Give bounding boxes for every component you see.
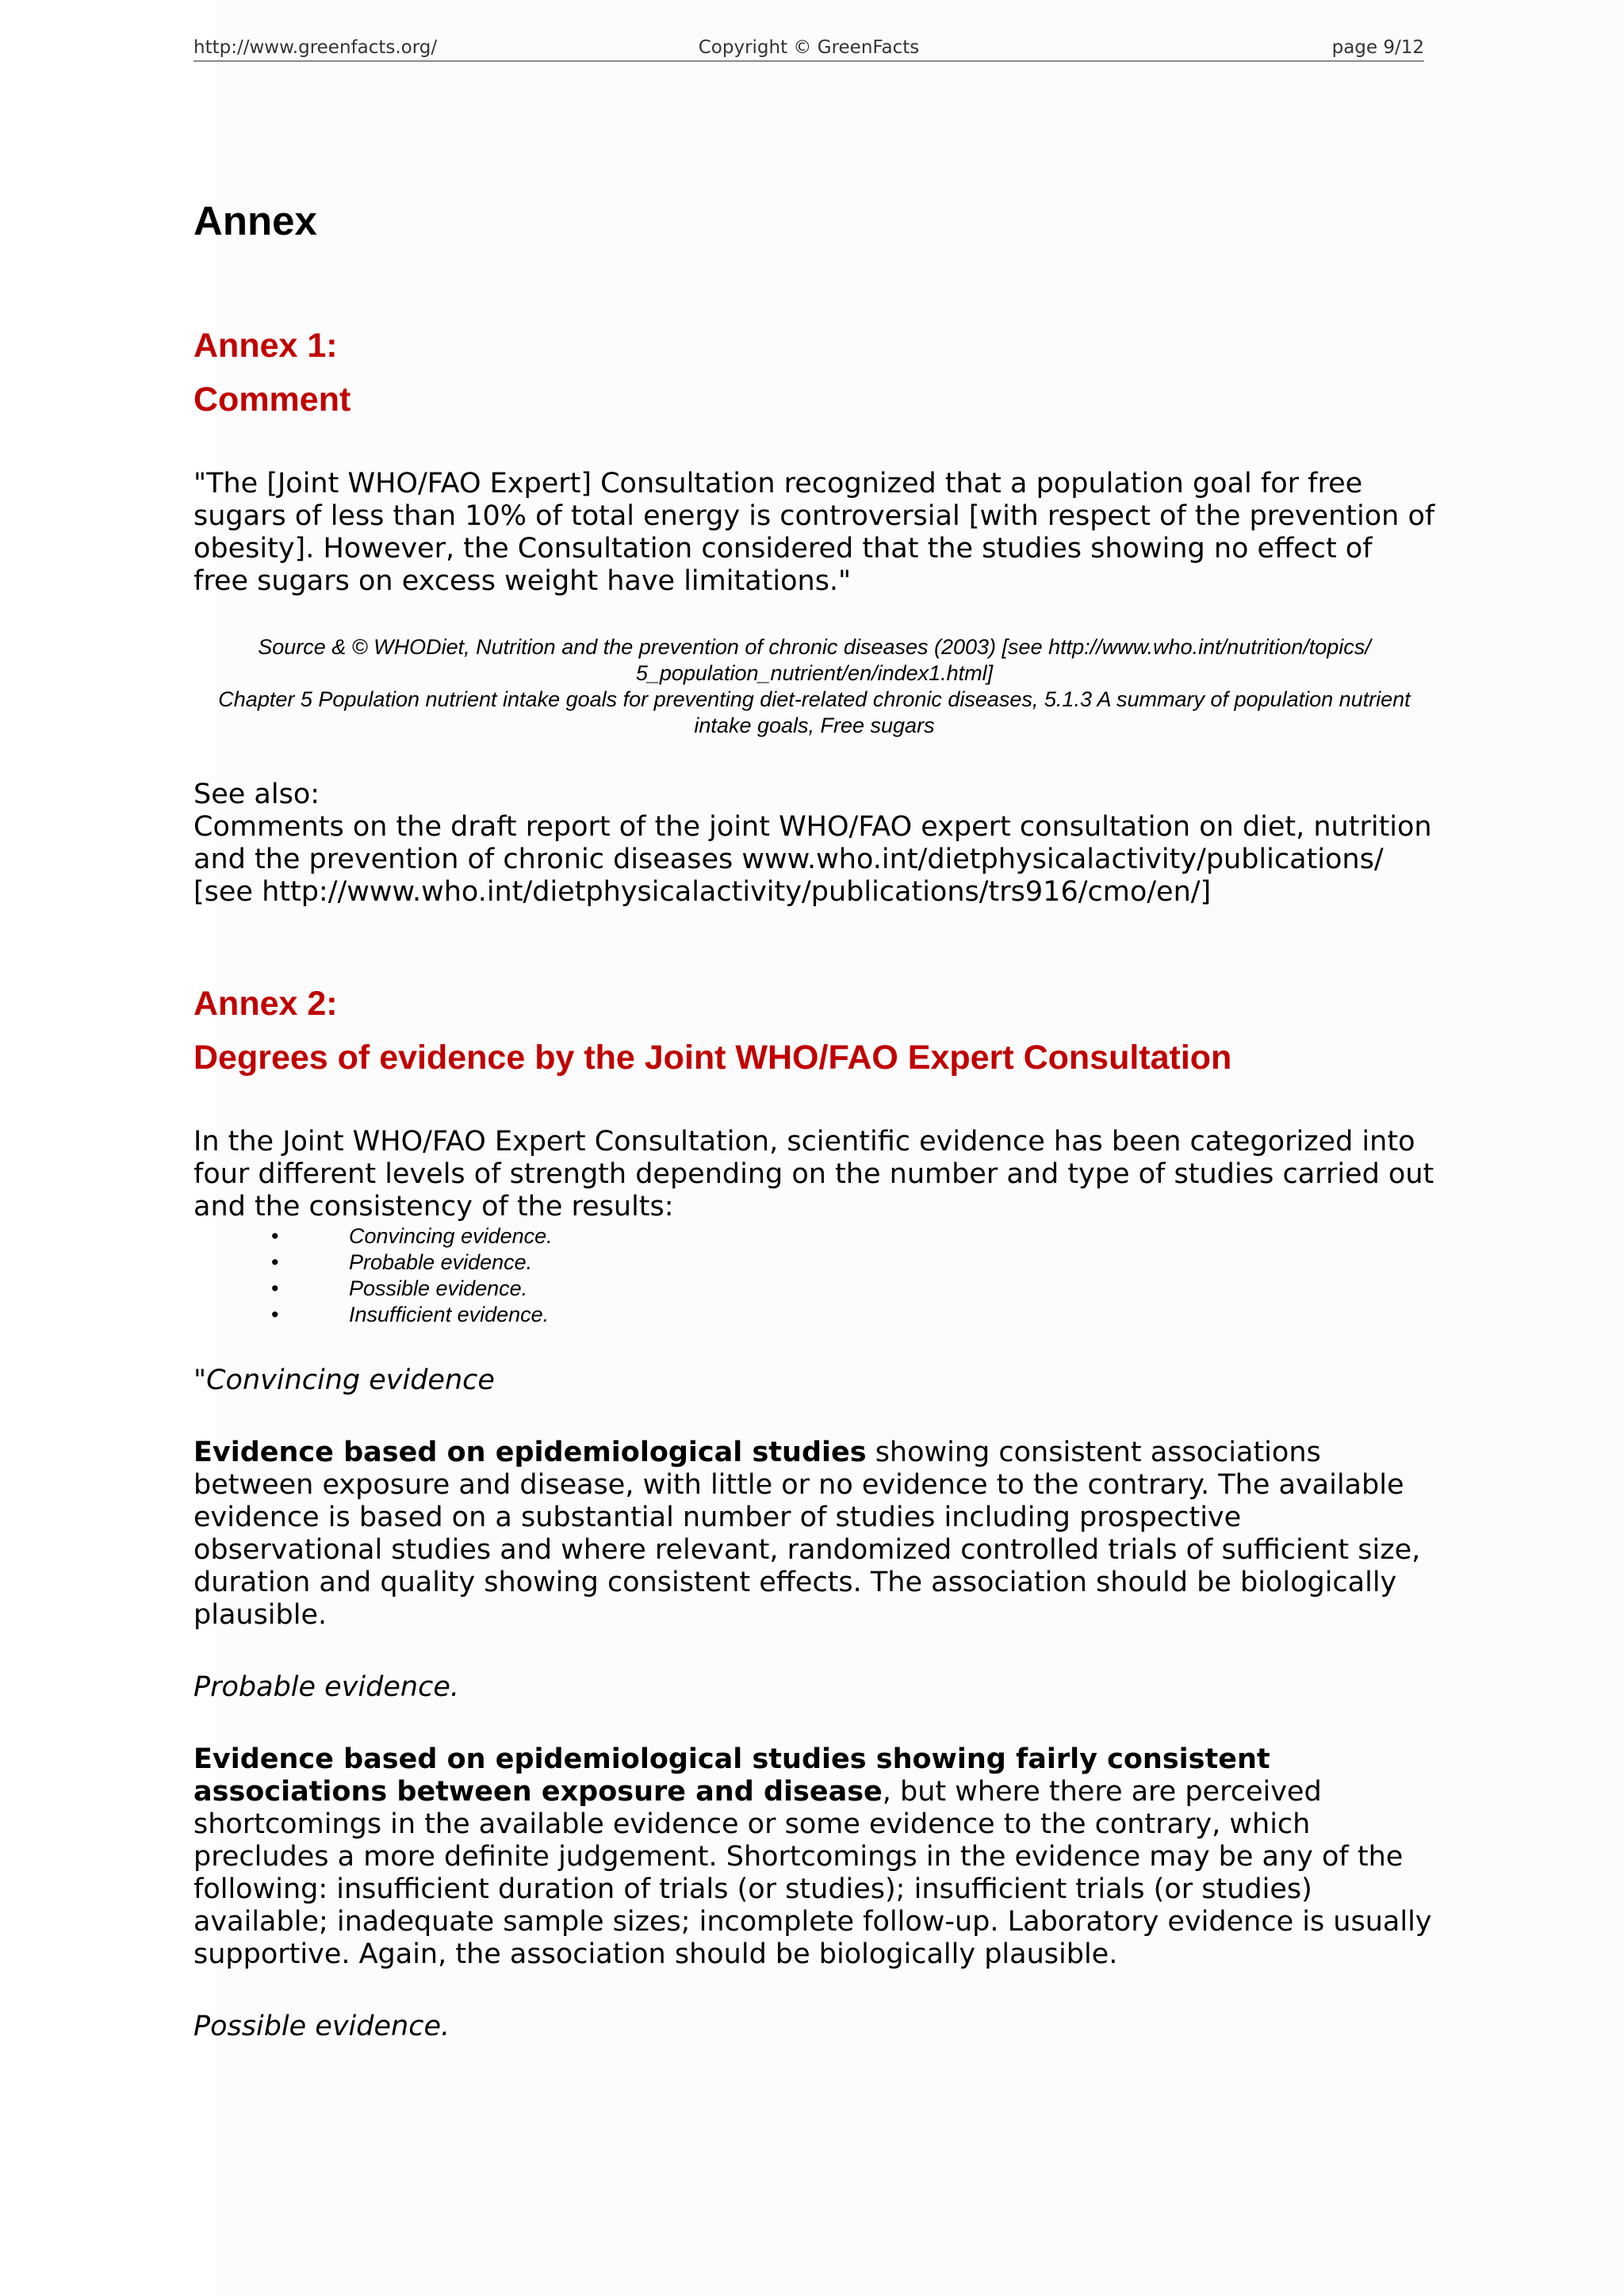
convincing-bold: Evidence based on epidemiological studies xyxy=(193,1437,867,1468)
page-content xyxy=(193,193,1435,2043)
header-copyright: Copyright © GreenFacts xyxy=(698,37,920,58)
bullet: • xyxy=(271,1250,279,1274)
annex2-intro: In the Joint WHO/FAO Expert Consultation, scientific evidence has been categorized into four different levels of strength depending on the number and type of studies carried out and the consistency of the results: xyxy=(193,1126,1434,1223)
see-also-text: Comments on the draft report of the joint WHO/FAO expert consultation on diet, nutrition and the prevention of chronic diseases www.who.int/dietphysicalactivity/publications/ [see http://www.who.int/dietphysicalactivity/publications/trs916/cmo/en/] xyxy=(193,811,1432,908)
source-line: Chapter 5 Population nutrient intake goals for preventing diet-related chronic diseases, 5.1.3 A summary of population nutrient xyxy=(218,687,1411,711)
source-line: Source & © WHODiet, Nutrition and the prevention of chronic diseases (2003) [see http://www.who.int/nutrition/topics/ xyxy=(258,635,1371,659)
see-also-label: See also: xyxy=(193,779,320,810)
probable-rest: , but where there are perceived shortcomings in the available evidence or some evidence to the contrary, which precludes a more definite judgement. Shortcomings in the evidence may be any of the following: insufficient duration of trials (or studies); insufficient trials (or studies) available; inadequate sample sizes; incomplete follow-up. Laboratory evidence is usually supportive. Again, the association should be biologically plausible. xyxy=(193,1776,1432,1970)
annex-title: Annex xyxy=(193,198,317,243)
annex2-label: Annex 2: xyxy=(193,985,338,1023)
header-page-number: page 9/12 xyxy=(1331,37,1424,58)
page-header xyxy=(193,36,1424,62)
probable-paragraph xyxy=(193,1743,1435,1971)
bullet: • xyxy=(271,1303,279,1326)
list-item xyxy=(193,1249,1435,1276)
bullet: • xyxy=(271,1224,279,1248)
bullet: • xyxy=(271,1276,279,1300)
list-item-text: Probable evidence. xyxy=(349,1250,533,1274)
list-item xyxy=(193,1302,1435,1328)
header-url: http://www.greenfacts.org/ xyxy=(193,37,438,58)
list-item-text: Possible evidence. xyxy=(349,1276,528,1300)
annex2-title: Degrees of evidence by the Joint WHO/FAO Expert Consultation xyxy=(193,1039,1232,1077)
source-citation xyxy=(193,634,1435,739)
list-item-text: Convincing evidence. xyxy=(349,1224,553,1248)
evidence-levels-list xyxy=(193,1223,1435,1328)
list-item xyxy=(193,1223,1435,1249)
annex1-quote: "The [Joint WHO/FAO Expert] Consultation recognized that a population goal for free sugars of less than 10% of total energy is controversial [with respect of the prevention of obesity]. However, the Consultation considered that the studies showing no effect of free sugars on excess weight have limitations." xyxy=(193,468,1435,597)
source-line: intake goals, Free sugars xyxy=(694,714,935,737)
convincing-paragraph xyxy=(193,1437,1435,1632)
source-line: 5_population_nutrient/en/index1.html] xyxy=(635,661,994,685)
list-item-text: Insufficient evidence. xyxy=(349,1303,550,1326)
probable-heading: Probable evidence. xyxy=(193,1671,459,1703)
possible-heading: Possible evidence. xyxy=(193,2011,450,2042)
convincing-rest: showing consistent associations between exposure and disease, with little or no evidence to the contrary. The available evidence is based on a substantial number of studies including prospective observational studies and where relevant, randomized controlled trials of sufficient size, duration and quality showing consistent effects. The association should be biologically plausible. xyxy=(193,1437,1421,1631)
convincing-heading: "Convincing evidence xyxy=(193,1364,495,1396)
list-item xyxy=(193,1276,1435,1302)
probable-bold: Evidence based on epidemiological studies showing fairly consistent associations between exposure and disease xyxy=(193,1743,1270,1808)
annex1-label: Annex 1: xyxy=(193,327,338,365)
annex1-title: Comment xyxy=(193,381,351,419)
